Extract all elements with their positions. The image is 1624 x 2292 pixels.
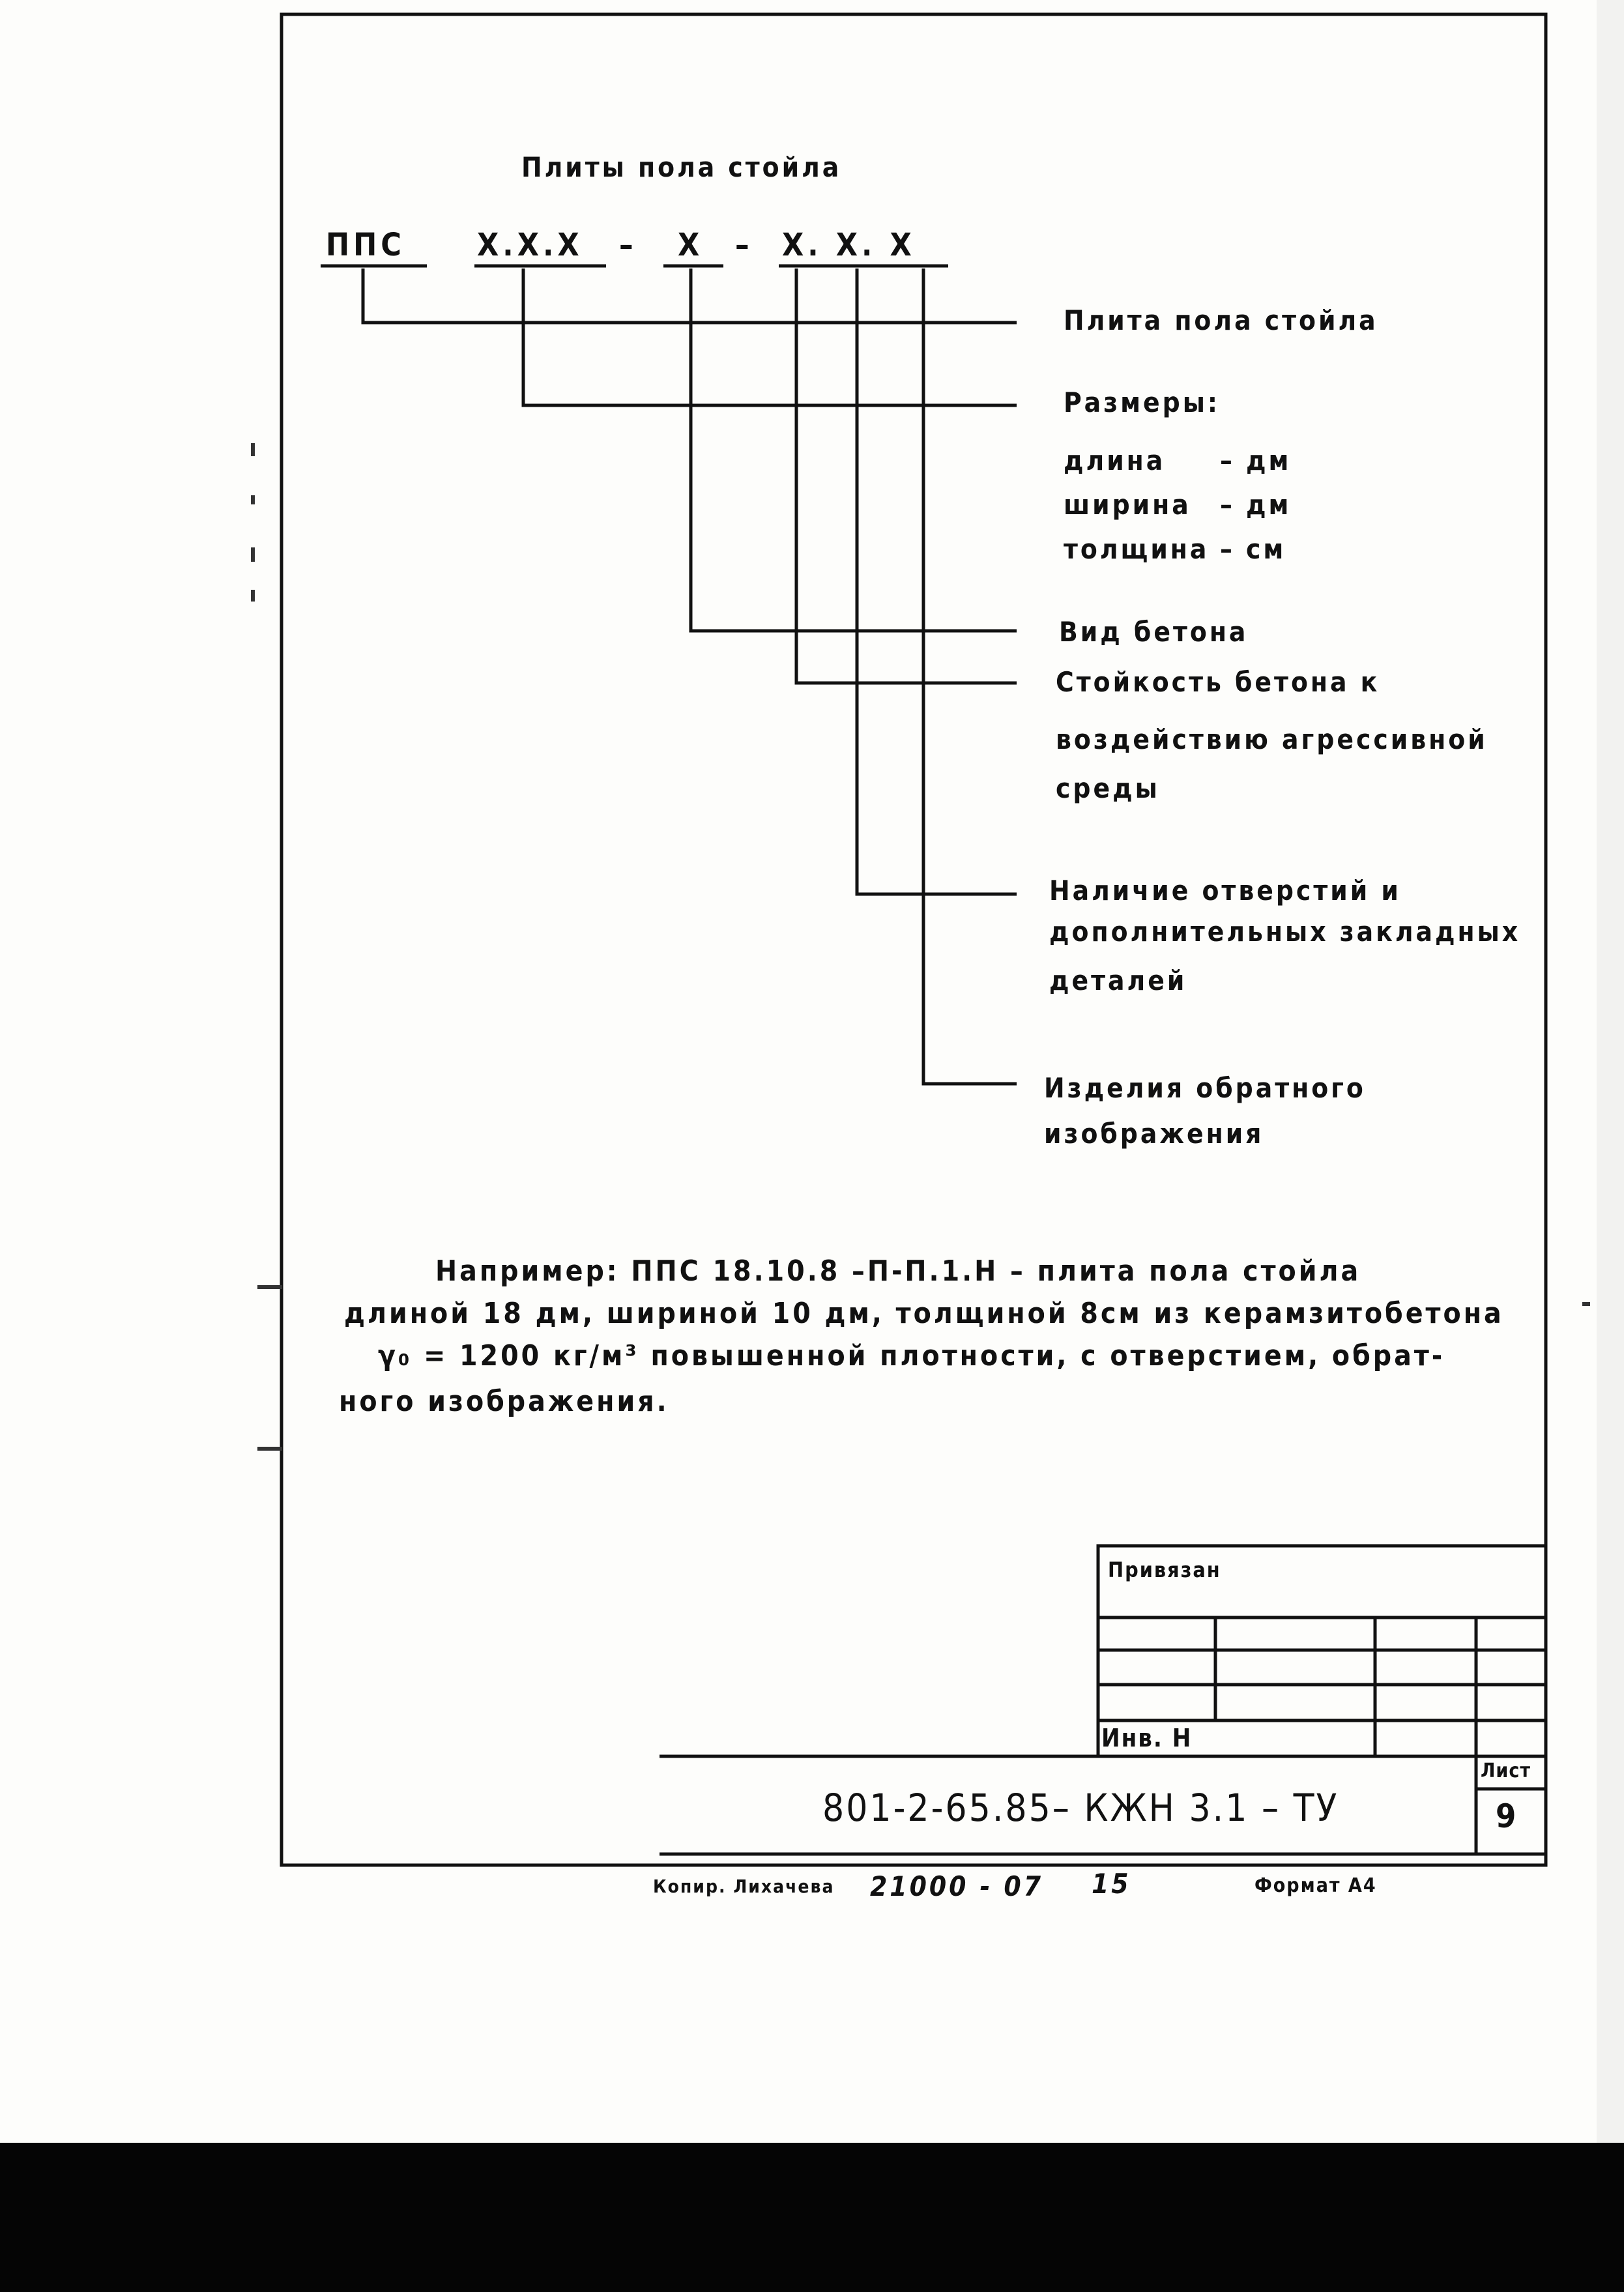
code-dash-2: – [735,227,753,263]
code-dash-1: – [619,227,637,263]
legend-concrete-type: Вид бетона [1059,616,1249,648]
legend-plate: Плита пола стойла [1064,304,1378,336]
example-line-4: ного изображения. [339,1385,669,1418]
legend-resistance-2: воздействию агрессивной [1056,723,1488,755]
legend-holes-3: деталей [1049,965,1187,996]
legend-length-name: длина [1064,444,1166,476]
footer-number: 15 [1092,1868,1131,1900]
example-line-2: длиной 18 дм, шириной 10 дм, толщиной 8см из керамзитобетона [344,1297,1504,1330]
legend-resistance-1: Стойкость бетона к [1056,666,1380,698]
leader-sizes [523,268,1017,405]
legend-mirror-1: Изделия обратного [1044,1072,1366,1104]
legend-length-unit: – дм [1220,444,1292,476]
code-concrete: Х [678,227,704,263]
example-line-3: γ₀ = 1200 кг/м³ повышенной плотности, с отверстием, обрат- [378,1339,1445,1372]
legend-resistance-3: среды [1056,772,1160,804]
leader-holes [857,268,1017,894]
legend-sizes-title: Размеры: [1064,386,1220,418]
legend-width-name: ширина [1064,489,1191,521]
document-code: 801-2-65.85– КЖН 3.1 – ТУ [822,1786,1339,1830]
example-line-1: Например: ППС 18.10.8 –П-П.1.Н – плита пола стойла [435,1255,1361,1288]
legend-mirror-2: изображения [1044,1118,1264,1150]
stamp-attached-label: Привязан [1108,1558,1221,1582]
legend-holes-2: дополнительных закладных [1049,916,1521,948]
legend-thickness-name: толщина [1064,533,1210,565]
footer-order: 21000 - 07 [870,1870,1044,1902]
legend-width-unit: – дм [1220,489,1292,521]
sheet-label: Лист [1481,1760,1531,1782]
stamp-inv-label: Инв. Н [1101,1724,1193,1752]
sheet-number: 9 [1496,1797,1519,1835]
footer-copied-by: Копир. Лихачева [653,1876,835,1897]
code-prefix: ППС [326,227,405,263]
legend-thickness-unit: – см [1220,533,1286,565]
legend-holes-1: Наличие отверстий и [1049,875,1401,907]
code-sizes: Х.Х.Х [477,227,583,263]
code-rest: Х. Х. Х [782,227,916,263]
page-title: Плиты пола стойла [521,151,842,183]
leader-resistance [796,268,1017,683]
leader-mirror [923,268,1017,1084]
footer-format: Формат А4 [1254,1874,1377,1897]
